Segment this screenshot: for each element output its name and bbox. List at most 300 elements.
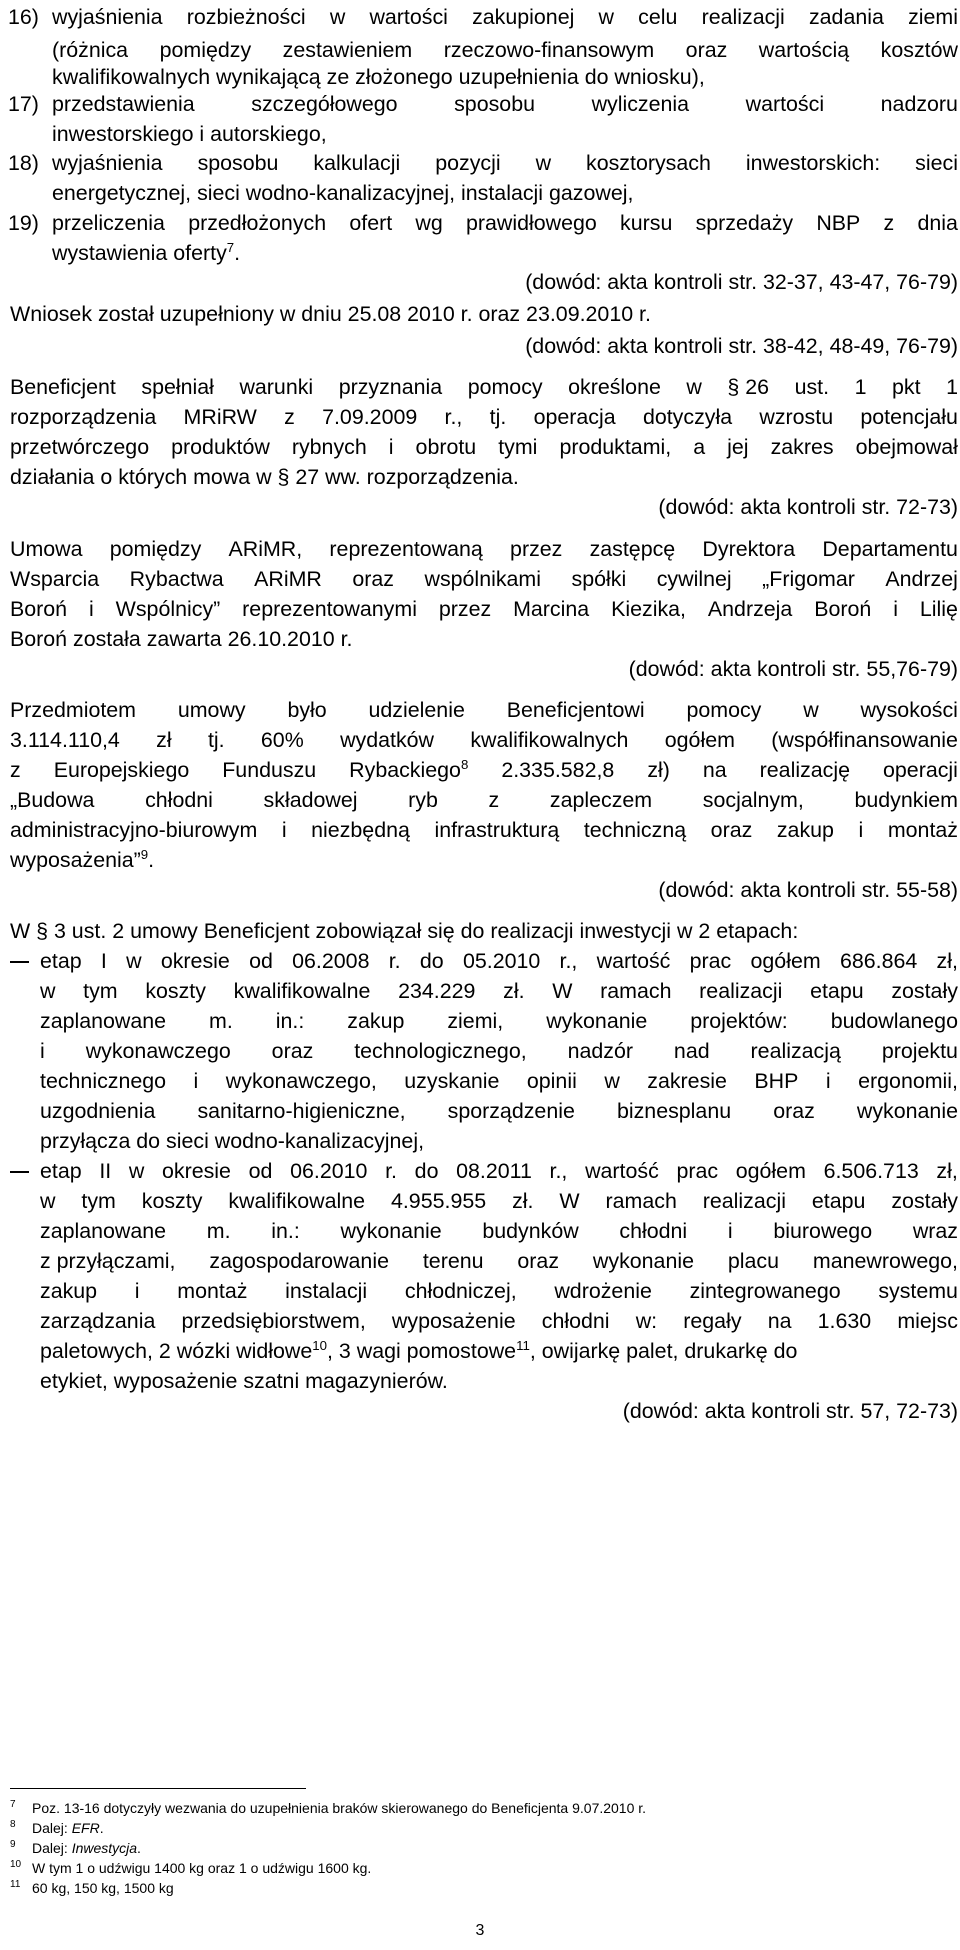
word: wykonanie <box>592 1249 694 1273</box>
list-item-line: inwestorskiego i autorskiego, <box>52 122 327 146</box>
word: socjalnym, <box>702 788 804 812</box>
word: wartość <box>596 949 671 973</box>
list-number: 18) <box>8 151 39 175</box>
word: Dyrektora <box>702 537 796 561</box>
word: wysokości <box>860 698 958 722</box>
list-item-line <box>40 1216 958 1246</box>
word: od <box>248 1159 273 1183</box>
word: i <box>727 1219 733 1243</box>
word: kosztorysach <box>586 151 711 175</box>
word: opinii <box>526 1069 577 1093</box>
word: umowy <box>177 698 246 722</box>
word: uzyskanie <box>404 1069 500 1093</box>
word: zł) <box>647 758 670 782</box>
list-item-line <box>52 148 958 178</box>
evidence-reference: (dowód: akta kontroli str. 55-58) <box>658 878 958 902</box>
word: tym <box>81 1189 116 1213</box>
bullet-dash <box>10 1171 29 1173</box>
footnote: 11 60 kg, 150 kg, 1500 kg <box>10 1879 174 1896</box>
word: sprzedaży <box>695 211 794 235</box>
word: i <box>388 435 394 459</box>
word: w <box>329 5 346 29</box>
list-item-line <box>52 35 958 65</box>
word: z przyłączami, <box>40 1249 176 1273</box>
word: chłodni <box>541 1309 610 1333</box>
word: zintegrowanego <box>689 1279 841 1303</box>
list-item-line <box>40 1156 958 1186</box>
paragraph-line <box>10 725 958 755</box>
word: 1 <box>854 375 867 399</box>
word: w <box>40 1189 56 1213</box>
word: tymi <box>498 435 538 459</box>
word: r., <box>559 949 578 973</box>
text-run: paletowych, 2 wózki widłowe$^{10}$, 3 wagi pomostowe$^{11}$, owijarkę palet, drukarkę do <box>40 1337 798 1363</box>
word: przyznania <box>338 375 443 399</box>
word: zakup <box>776 818 834 842</box>
word: kursu <box>620 211 673 235</box>
word: 06.2010 <box>290 1159 368 1183</box>
word: zakresie <box>647 1069 727 1093</box>
word: pomiędzy <box>109 537 202 561</box>
word: montaż <box>887 818 958 842</box>
word: potencjału <box>860 405 958 429</box>
word: administracyjno-biurowym <box>10 818 258 842</box>
paragraph-line <box>10 594 958 624</box>
word: Boroń <box>10 597 68 621</box>
word: technicznego <box>40 1069 167 1093</box>
word: instalacji <box>285 1279 368 1303</box>
word: określone <box>568 375 661 399</box>
word: wyliczenia <box>591 92 690 116</box>
word: spełniał <box>141 375 214 399</box>
word: wartością <box>758 38 850 62</box>
word: zakup <box>40 1279 98 1303</box>
list-item-line <box>40 1036 958 1066</box>
word: projektu <box>881 1039 958 1063</box>
word: miejsc <box>897 1309 958 1333</box>
footnote-ref: 10 <box>312 1337 328 1353</box>
word: sporządzenie <box>447 1099 575 1123</box>
word: dotyczyła <box>642 405 733 429</box>
bullet-dash <box>10 961 29 963</box>
word: nadzoru <box>880 92 958 116</box>
word: Wspólnicy” <box>115 597 221 621</box>
evidence-reference: (dowód: akta kontroli str. 55,76-79) <box>628 657 958 681</box>
word: zarządzania <box>40 1309 156 1333</box>
word: montaż <box>177 1279 248 1303</box>
word: w <box>686 375 702 399</box>
word: koszty <box>141 1189 203 1213</box>
word: zł, <box>936 949 958 973</box>
word: zadania <box>808 5 884 29</box>
word: kosztów <box>880 38 958 62</box>
word: tj. <box>207 728 225 752</box>
paragraph-line: działania o których mowa w § 27 ww. rozporządzenia. <box>10 465 519 489</box>
word: „Frigomar <box>762 567 855 591</box>
word: reprezentowaną <box>329 537 483 561</box>
word: prac <box>689 949 732 973</box>
word: w <box>598 5 614 29</box>
word: wykonawczego <box>85 1039 231 1063</box>
word: i <box>134 1279 140 1303</box>
word: obejmował <box>855 435 958 459</box>
word: sanitarno-higieniczne, <box>197 1099 406 1123</box>
word: zł <box>156 728 172 752</box>
word: kwalifikowalne <box>233 979 371 1003</box>
word: Marcina <box>513 597 590 621</box>
word: zaplanowane <box>40 1009 167 1033</box>
word: kalkulacji <box>313 151 401 175</box>
word: pomiędzy <box>159 38 252 62</box>
word: infrastrukturą <box>434 818 560 842</box>
word: (współfinansowanie <box>771 728 958 752</box>
word: m. <box>209 1009 233 1033</box>
word: wykonanie <box>546 1009 648 1033</box>
word: r. <box>385 1159 397 1183</box>
word: w <box>40 979 56 1003</box>
word: ogółem <box>664 728 735 752</box>
word: cywilnej <box>656 567 732 591</box>
word: biznesplanu <box>616 1099 732 1123</box>
word: i <box>40 1039 45 1063</box>
word: zł. <box>512 1189 534 1213</box>
word: 6.506.713 <box>823 1159 919 1183</box>
word: udzielenie <box>368 698 465 722</box>
word: na <box>702 758 727 782</box>
word: wyjaśnienia <box>52 151 163 175</box>
word: regały <box>683 1309 742 1333</box>
word: zostały <box>891 979 958 1003</box>
paragraph-line <box>10 402 958 432</box>
word: ogółem <box>735 1159 806 1183</box>
word: Kiezika, <box>611 597 686 621</box>
word: w <box>126 949 142 973</box>
word: i <box>193 1069 199 1093</box>
word: sposobu <box>454 92 535 116</box>
list-item-line <box>52 208 958 238</box>
word: zakup <box>347 1009 405 1033</box>
word: pomocy <box>686 698 762 722</box>
word: zastępcę <box>589 537 676 561</box>
word: a <box>693 435 706 459</box>
word: terenu <box>422 1249 484 1273</box>
word: placu <box>727 1249 780 1273</box>
word: I <box>100 949 107 973</box>
word: NBP <box>816 211 861 235</box>
word: w <box>803 698 819 722</box>
word: ergonomii, <box>858 1069 958 1093</box>
word: ARiMR <box>254 567 322 591</box>
footnote-ref: 8 <box>460 756 469 772</box>
word: wyjaśnienia <box>52 5 163 29</box>
word: w: <box>635 1309 658 1333</box>
footnote-ref: 7 <box>226 239 235 255</box>
word: zostały <box>891 1189 958 1213</box>
word: Przedmiotem <box>10 698 137 722</box>
word: 3.114.110,4 <box>10 728 120 752</box>
list-item-line <box>40 1336 958 1366</box>
word: produktów <box>171 435 270 459</box>
word: systemu <box>878 1279 958 1303</box>
word: realizacji <box>702 1189 786 1213</box>
word: w <box>604 1069 620 1093</box>
word: kwalifikowalnych <box>470 728 629 752</box>
word: ogółem <box>750 949 821 973</box>
word: ziemi, <box>447 1009 504 1033</box>
paragraph-line <box>10 785 958 815</box>
word: ryb <box>408 788 438 812</box>
word: MRiRW <box>183 405 257 429</box>
footnote: 8 Dalej: EFR. <box>10 1819 104 1836</box>
word: wraz <box>912 1219 958 1243</box>
word: Andrzej <box>885 567 958 591</box>
word: operacji <box>883 758 958 782</box>
footnote-separator <box>10 1788 306 1789</box>
word: pkt <box>892 375 921 399</box>
word: zł. <box>503 979 525 1003</box>
word: 4.955.955 <box>390 1189 487 1213</box>
paragraph-line <box>10 432 958 462</box>
word: realizacji <box>699 979 783 1003</box>
word: zł, <box>936 1159 958 1183</box>
list-number: 19) <box>8 211 39 235</box>
word: w <box>535 151 552 175</box>
evidence-reference: (dowód: akta kontroli str. 38-42, 48-49, 76-79) <box>525 334 958 358</box>
list-item-line: kwalifikowalnych wynikającą ze złożonego uzupełnienia do wniosku), <box>52 65 705 89</box>
word: ramach <box>605 1189 677 1213</box>
word: wykonanie <box>856 1099 958 1123</box>
word: ofert <box>349 211 393 235</box>
word: zakres <box>770 435 834 459</box>
word: wydatków <box>340 728 434 752</box>
paragraph-line <box>10 564 958 594</box>
word: inwestorskich: <box>745 151 881 175</box>
word: celu <box>638 5 678 29</box>
word: in.: <box>271 1219 300 1243</box>
word: realizacją <box>750 1039 841 1063</box>
word: 1.630 <box>817 1309 872 1333</box>
word: projektów: <box>690 1009 788 1033</box>
paragraph-line <box>10 372 958 402</box>
list-item-line <box>40 976 958 1006</box>
footnote: 7 Poz. 13-16 dotyczyły wezwania do uzupełnienia braków skierowanego do Beneficjenta 9.07.2010 r. <box>10 1799 647 1816</box>
word: 2.335.582,8 <box>501 758 615 782</box>
word: 234.229 <box>398 979 476 1003</box>
list-item-line <box>40 1186 958 1216</box>
list-item-line: etykiet, wyposażenie szatni magazynierów. <box>40 1369 448 1393</box>
word: było <box>287 698 327 722</box>
list-item-line <box>40 1246 958 1276</box>
word: przez <box>438 597 492 621</box>
page-number: 3 <box>475 1922 485 1939</box>
word: Wsparcia <box>10 567 100 591</box>
word: uzgodnienia <box>40 1099 156 1123</box>
list-number: 17) <box>8 92 39 116</box>
word: zestawieniem <box>282 38 413 62</box>
word: przeliczenia <box>52 211 165 235</box>
list-item-line: energetycznej, sieci wodno-kanalizacyjnej, instalacji gazowej, <box>52 181 634 205</box>
word: kwalifikowalne <box>228 1189 366 1213</box>
word: wykonanie <box>340 1219 442 1243</box>
word: okresie <box>160 949 230 973</box>
word: oraz <box>773 1099 815 1123</box>
word: w <box>128 1159 145 1183</box>
word: sieci <box>915 151 958 175</box>
word: wartość <box>585 1159 659 1183</box>
word: zapleczem <box>549 788 653 812</box>
word: Departamentu <box>822 537 958 561</box>
word: składowej <box>263 788 358 812</box>
word: prawidłowego <box>466 211 597 235</box>
word: ARiMR, <box>228 537 303 561</box>
paragraph-line <box>10 755 958 785</box>
list-item-line <box>40 1006 958 1036</box>
paragraph-line: W § 3 ust. 2 umowy Beneficjent zobowiązał się do realizacji inwestycji w 2 etapach: <box>10 919 799 943</box>
word: (różnica <box>52 38 129 62</box>
word: zagospodarowanie <box>209 1249 389 1273</box>
word: budowlanego <box>830 1009 958 1033</box>
word: II <box>99 1159 112 1183</box>
evidence-reference: (dowód: akta kontroli str. 72-73) <box>658 495 958 519</box>
word: z <box>284 405 295 429</box>
word: od <box>249 949 273 973</box>
word: r., <box>444 405 463 429</box>
paragraph-line <box>10 815 958 845</box>
word: oraz <box>271 1039 314 1063</box>
word: W <box>552 979 573 1003</box>
word: pozycji <box>435 151 501 175</box>
word: niezbędną <box>311 818 410 842</box>
footnote-ref: 11 <box>516 1337 530 1353</box>
word: oraz <box>685 38 728 62</box>
word: 05.2010 <box>462 949 541 973</box>
word: realizację <box>759 758 851 782</box>
list-item-line <box>40 1066 958 1096</box>
paragraph-line: wyposażenia”$^9$. <box>10 846 155 872</box>
word: operacja <box>533 405 616 429</box>
word: budynków <box>482 1219 579 1243</box>
paragraph-line <box>10 534 958 564</box>
word: wspólnikami <box>424 567 541 591</box>
paragraph-line: Wniosek został uzupełniony w dniu 25.08 2010 r. oraz 23.09.2010 r. <box>10 302 651 326</box>
word: przedsiębiorstwem, <box>181 1309 366 1333</box>
word: chłodni <box>619 1219 688 1243</box>
word: Rybactwa <box>129 567 224 591</box>
word: r., <box>549 1159 568 1183</box>
word: wartości <box>369 5 448 29</box>
word: wg <box>415 211 443 235</box>
word: produktami, <box>559 435 672 459</box>
word: etapu <box>810 979 864 1003</box>
word: biurowego <box>773 1219 873 1243</box>
word: wykonawczego, <box>225 1069 377 1093</box>
word: 06.2008 <box>292 949 370 973</box>
word: przedłożonych <box>188 211 327 235</box>
word: r. <box>388 949 401 973</box>
word: etapu <box>811 1189 866 1213</box>
word: wartości <box>745 92 825 116</box>
word: „Budowa <box>10 788 95 812</box>
word: in.: <box>275 1009 305 1033</box>
word: przetwórczego <box>10 435 150 459</box>
word: przez <box>510 537 563 561</box>
paragraph-line <box>10 695 958 725</box>
word: rzeczowo-finansowym <box>443 38 655 62</box>
word: Andrzeja <box>707 597 793 621</box>
word: obrotu <box>415 435 477 459</box>
list-item-line: przyłącza do sieci wodno-kanalizacyjnej, <box>40 1129 425 1153</box>
word: reprezentowanymi <box>242 597 417 621</box>
word: oraz <box>517 1249 560 1273</box>
word: 08.2011 <box>456 1159 532 1183</box>
word: ust. <box>794 375 830 399</box>
word: szczegółowego <box>251 92 398 116</box>
word: 686.864 <box>839 949 918 973</box>
word: 1 <box>946 375 958 399</box>
word: manewrowego, <box>812 1249 958 1273</box>
word: wyposażenie <box>391 1309 516 1333</box>
word: BHP <box>754 1069 799 1093</box>
evidence-reference: (dowód: akta kontroli str. 32-37, 43-47, 76-79) <box>525 270 958 294</box>
word: z <box>883 211 895 235</box>
footnote: 9 Dalej: Inwestycja. <box>10 1839 141 1856</box>
word: rozporządzenia <box>10 405 157 429</box>
list-item-line <box>40 1096 958 1126</box>
word: tj. <box>489 405 507 429</box>
word: 7.09.2009 <box>322 405 418 429</box>
word: oraz <box>710 818 753 842</box>
word: na <box>767 1309 792 1333</box>
evidence-reference: (dowód: akta kontroli str. 57, 72-73) <box>622 1399 958 1423</box>
list-item-line <box>40 946 958 976</box>
word: Beneficjent <box>10 375 116 399</box>
word: realizacji <box>701 5 785 29</box>
word: pomocy <box>467 375 543 399</box>
list-item-line <box>40 1276 958 1306</box>
paragraph-line: Boroń została zawarta 26.10.2010 r. <box>10 627 353 651</box>
word: jej <box>727 435 749 459</box>
word: wdrożenie <box>554 1279 652 1303</box>
word: chłodniczej, <box>404 1279 517 1303</box>
word: z <box>10 758 21 782</box>
word: m. <box>206 1219 231 1243</box>
word: tym <box>83 979 118 1003</box>
word: koszty <box>145 979 206 1003</box>
list-item-line: wystawienia oferty$^7$. <box>52 239 241 265</box>
word: i <box>893 597 898 621</box>
word: W <box>559 1189 580 1213</box>
word: Europejskiego <box>53 758 190 782</box>
list-item-line <box>40 1306 958 1336</box>
list-item-line <box>52 2 958 32</box>
word: Boroń <box>814 597 872 621</box>
word: budynkiem <box>854 788 958 812</box>
word: prac <box>676 1159 719 1183</box>
word: okresie <box>162 1159 231 1183</box>
word: Umowa <box>10 537 83 561</box>
word: wzrostu <box>759 405 834 429</box>
word: Lilię <box>919 597 958 621</box>
word: Funduszu <box>222 758 317 782</box>
footnote: 10 W tym 1 o udźwigu 1400 kg oraz 1 o udźwigu 1600 kg. <box>10 1859 372 1876</box>
word: etap <box>40 1159 82 1183</box>
word: i <box>89 597 94 621</box>
word: i <box>825 1069 831 1093</box>
word: techniczną <box>583 818 687 842</box>
word: dnia <box>917 211 958 235</box>
word: Beneficjentowi <box>506 698 645 722</box>
word: z <box>488 788 500 812</box>
